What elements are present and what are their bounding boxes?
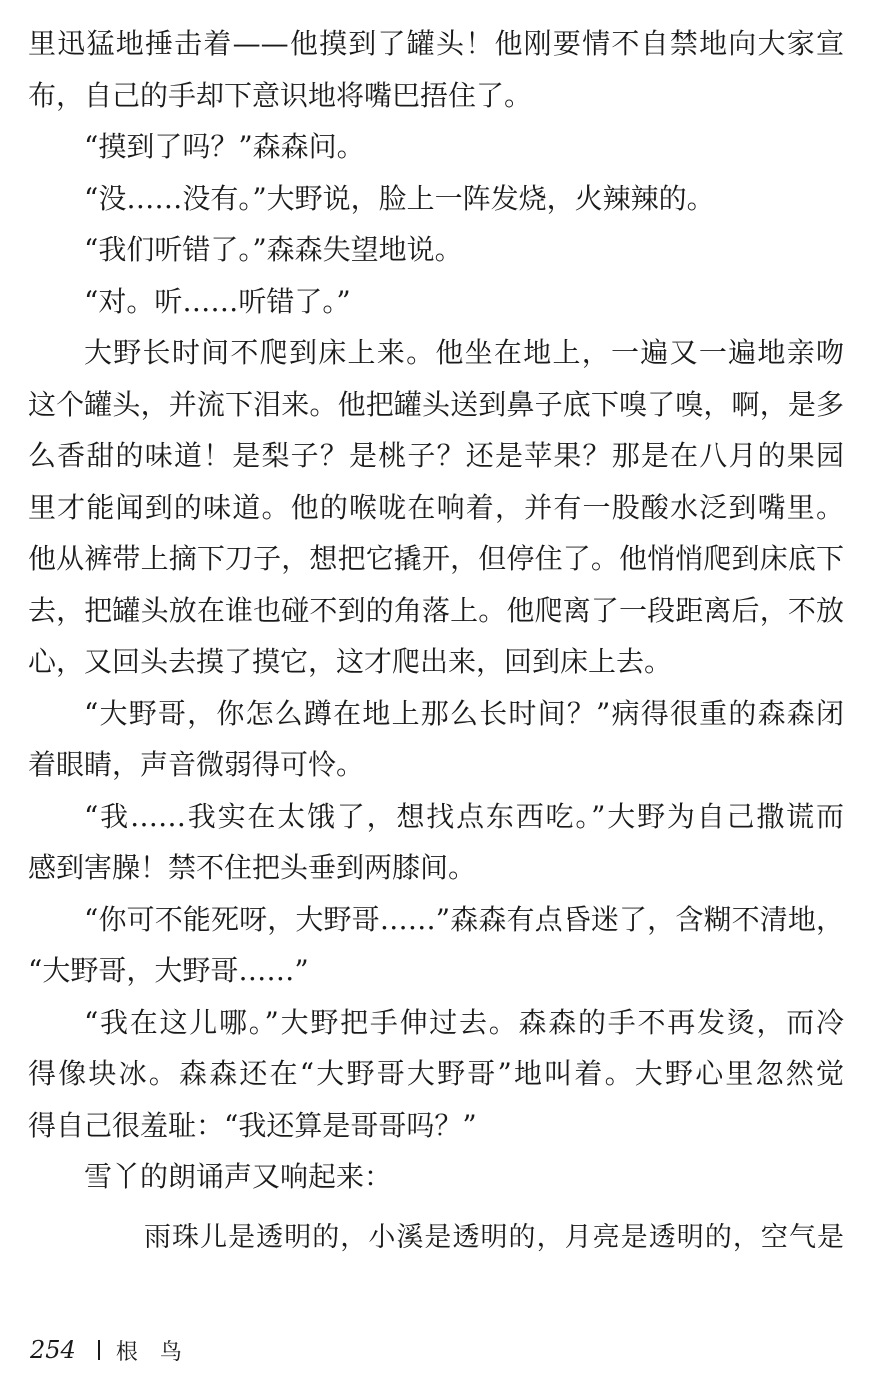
running-title: 根鸟 [115,1339,204,1365]
page-number: 254 [30,1336,76,1364]
text-line: “你可不能死呀，大野哥……”森森有点昏迷了，含糊不清地， [84,902,844,936]
text-line: 他从裤带上摘下刀子，想把它撬开，但停住了。他悄悄爬到床底下 [28,542,844,575]
text-line: 感到害臊！禁不住把头垂到两膝间。 [28,851,477,884]
text-line: “没……没有。”大野说，脸上一阵发烧，火辣辣的。 [84,181,715,215]
text-line: 着眼睛，声音微弱得可怜。 [28,748,365,781]
text-line: 里迅猛地捶击着——他摸到了罐头！他刚要情不自禁地向大家宣 [28,27,844,60]
text-line: 心，又回头去摸了摸它，这才爬出来，回到床上去。 [28,645,673,678]
page-footer [30,1330,204,1370]
footer-separator [98,1340,100,1360]
text-line: “对。听……听错了。” [84,284,351,318]
text-line: 雪丫的朗诵声又响起来： [84,1160,393,1193]
text-line: “大野哥，大野哥……” [28,954,309,987]
poem-line: 雨珠儿是透明的，小溪是透明的，月亮是透明的，空气是 [144,1222,844,1253]
text-line: “我们听错了。”森森失望地说。 [84,233,463,266]
text-line: 得像块冰。森森还在“大野哥大野哥”地叫着。大野心里忽然觉 [28,1057,844,1090]
text-line: 这个罐头，并流下泪来。他把罐头送到鼻子底下嗅了嗅，啊，是多 [28,387,844,421]
body-text [28,18,844,1203]
text-line: 大野长时间不爬到床上来。他坐在地上，一遍又一遍地亲吻 [84,336,844,369]
text-line: 去，把罐头放在谁也碰不到的角落上。他爬离了一段距离后，不放 [28,593,844,627]
text-line: “摸到了吗？”森森问。 [84,130,365,163]
text-line: 么香甜的味道！是梨子？是桃子？还是苹果？那是在八月的果园 [28,439,844,472]
text-line: “我……我实在太饿了，想找点东西吃。”大野为自己撒谎而 [84,799,844,833]
text-line: “大野哥，你怎么蹲在地上那么长时间？”病得很重的森森闭 [84,696,844,730]
text-line: 得自己很羞耻：“我还算是哥哥吗？” [28,1108,477,1142]
text-line: 布，自己的手却下意识地将嘴巴捂住了。 [28,78,533,112]
text-line: “我在这儿哪。”大野把手伸过去。森森的手不再发烫，而冷 [84,1005,844,1039]
text-line: 里才能闻到的味道。他的喉咙在响着，并有一股酸水泛到嘴里。 [28,490,844,524]
